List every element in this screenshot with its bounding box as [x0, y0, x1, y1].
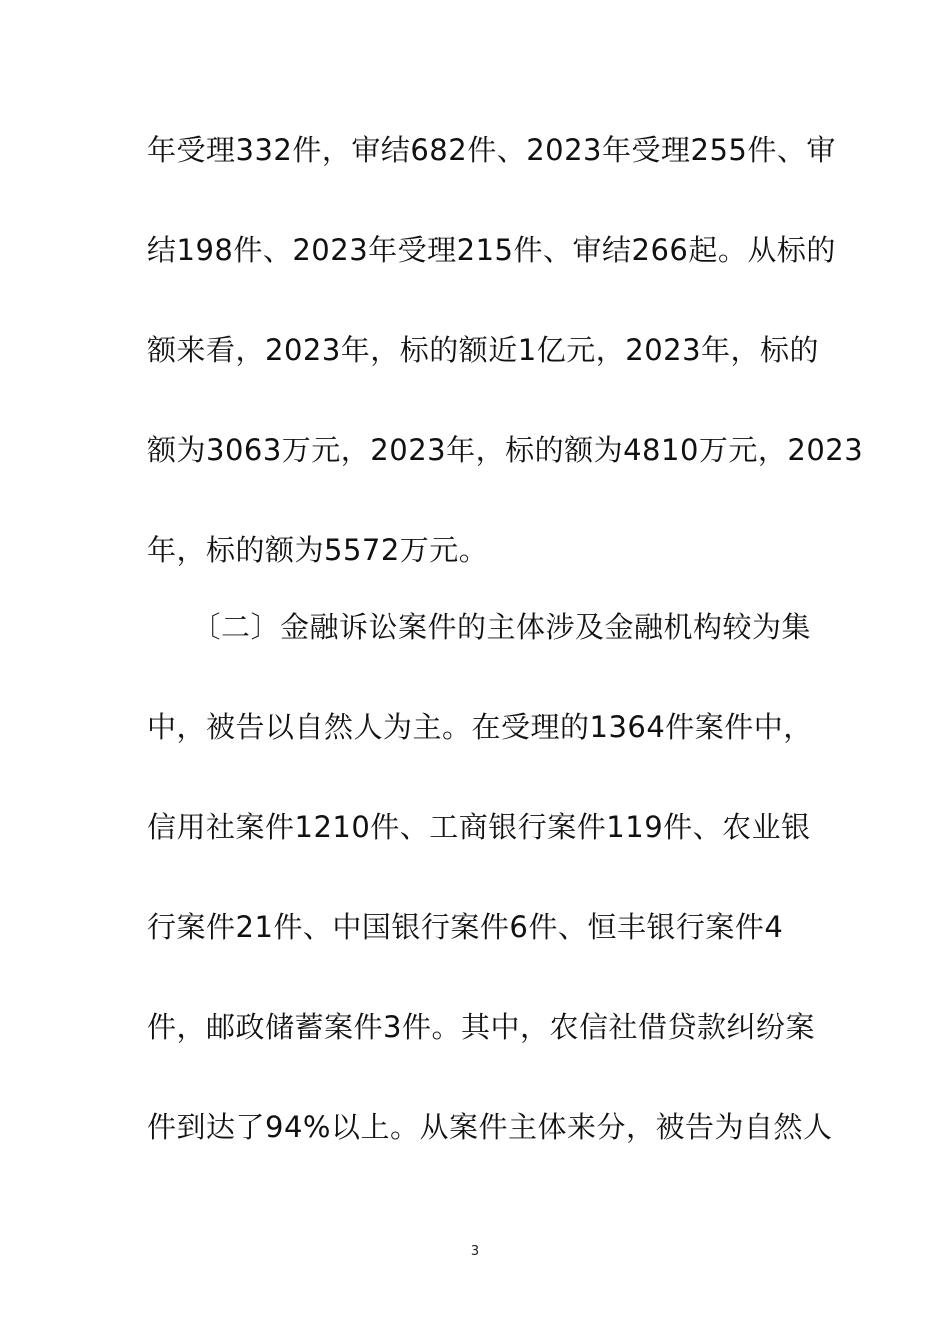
text-line: 件到达了94%以上。从案件主体来分，被告为自然人 [147, 1110, 833, 1144]
text-line: 信用社案件1210件、工商银行案件119件、农业银 [147, 810, 811, 844]
text-line: 年受理332件，审结682件、2023年受理255件、审 [147, 133, 836, 167]
text-line: 结198件、2023年受理215件、审结266起。从标的 [147, 233, 836, 267]
text-line: 额为3063万元，2023年，标的额为4810万元，2023 [147, 433, 864, 467]
text-line: 额来看，2023年，标的额近1亿元，2023年，标的 [147, 333, 820, 367]
text-line: 中，被告以自然人为主。在受理的1364件案件中， [147, 710, 813, 744]
text-line: 年，标的额为5572万元。 [147, 533, 489, 567]
section-heading-line: 〔二〕金融诉讼案件的主体涉及金融机构较为集 [147, 610, 812, 644]
text-line: 行案件21件、中国银行案件6件、恒丰银行案件4 [147, 910, 784, 944]
text-line: 件，邮政储蓄案件3件。其中，农信社借贷款纠纷案 [147, 1010, 815, 1044]
page-number: 3 [470, 1244, 480, 1259]
